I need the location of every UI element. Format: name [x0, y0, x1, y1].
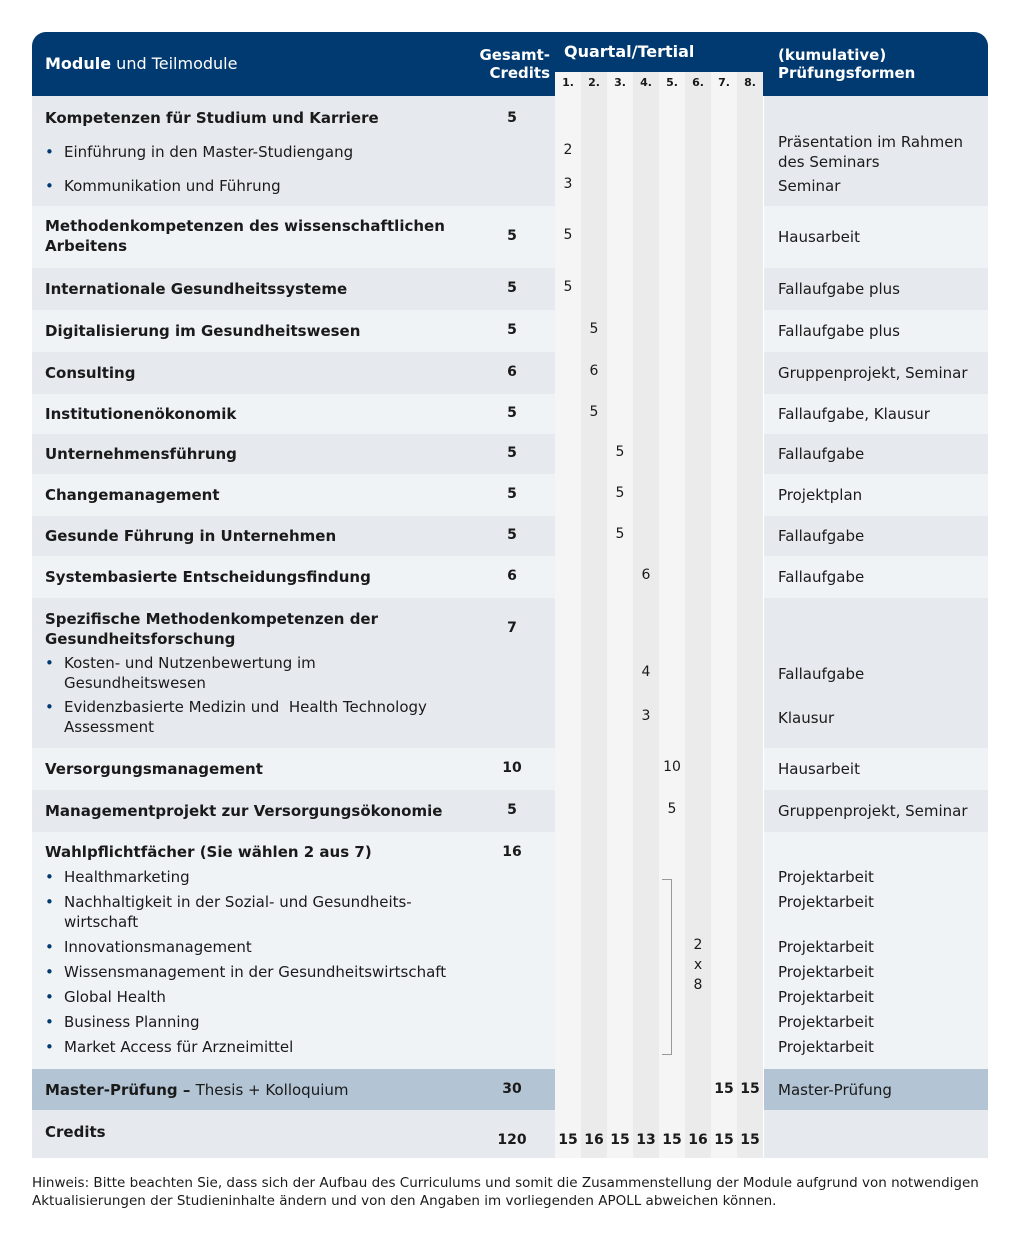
exam-form: Projektarbeit — [778, 868, 874, 886]
module-row — [32, 310, 988, 352]
quarter-total: 15 — [662, 1132, 682, 1148]
exam-form: Gruppenprojekt, Seminar — [778, 364, 968, 382]
quarter-total: 16 — [688, 1132, 708, 1148]
module-row — [32, 352, 988, 394]
bullet-icon: • — [45, 963, 54, 981]
submodule-label: Business Planning — [64, 1013, 200, 1031]
bullet-icon: • — [45, 143, 54, 161]
exam-form: Projektplan — [778, 486, 863, 504]
exam-form: Fallaufgabe plus — [778, 280, 900, 298]
module-credits: 6 — [507, 364, 517, 380]
quarter-value: 4 — [641, 664, 651, 680]
submodule-label: Kosten- und Nutzenbewertung im Gesundheitswesen — [64, 654, 316, 692]
quarter-value: 5 — [589, 404, 599, 420]
quarter-value: 5 — [563, 279, 573, 295]
module-credits: 5 — [507, 486, 517, 502]
master-credits: 30 — [502, 1081, 522, 1097]
exam-form: Hausarbeit — [778, 228, 860, 246]
module-credits: 5 — [507, 405, 517, 421]
module-credits: 16 — [502, 844, 522, 860]
module-row — [32, 474, 988, 516]
quarter-value: 6 — [589, 363, 599, 379]
quarter-value: 5 — [667, 801, 677, 817]
module-row — [32, 268, 988, 310]
header-module-label: Module und Teilmodule — [45, 54, 238, 73]
quarter-4: 4. — [640, 76, 652, 89]
quarter-value: 3 — [563, 176, 573, 192]
submodule-label: Einführung in den Master-Studiengang — [64, 143, 354, 161]
exam-form: Fallaufgabe — [778, 445, 865, 463]
quarter-5: 5. — [666, 76, 678, 89]
module-title: Consulting — [45, 364, 136, 382]
quarter-columns — [555, 72, 764, 1158]
exam-form: Fallaufgabe plus — [778, 322, 900, 340]
quarter-value: 3 — [641, 708, 651, 724]
exam-form: Projektarbeit — [778, 1038, 874, 1056]
module-row — [32, 790, 988, 832]
submodule-label: Global Health — [64, 988, 166, 1006]
submodule-label: Nachhaltigkeit in der Sozial- und Gesundheits-wirtschaft — [64, 893, 412, 931]
quarter-value: 2 — [563, 142, 573, 158]
submodule-label: Healthmarketing — [64, 868, 190, 886]
submodule-label: Innovationsmanagement — [64, 938, 252, 956]
quarter-value: 5 — [615, 485, 625, 501]
module-title: Kompetenzen für Studium und Karriere — [45, 109, 379, 127]
submodule-label: Evidenzbasierte Medizin und Health Technology Assessment — [64, 698, 432, 736]
module-title: Gesunde Führung in Unternehmen — [45, 527, 337, 545]
module-row — [32, 394, 988, 434]
quarter-total: 15 — [558, 1132, 578, 1148]
module-credits: 5 — [507, 110, 517, 126]
module-title: Versorgungsmanagement — [45, 760, 263, 778]
quarter-8: 8. — [744, 76, 756, 89]
header-exam-label: (kumulative) Prüfungsformen — [778, 46, 916, 82]
elective-quarter-value: 2 x 8 — [693, 937, 703, 993]
quarter-3: 3. — [614, 76, 626, 89]
module-title: Institutionenökonomik — [45, 405, 237, 423]
quarter-total: 15 — [714, 1132, 734, 1148]
quarter-total: 15 — [740, 1132, 760, 1148]
module-row — [32, 556, 988, 598]
exam-form: Projektarbeit — [778, 963, 874, 981]
total-credits: 120 — [497, 1132, 527, 1148]
quarter-value: 6 — [641, 567, 651, 583]
module-row — [32, 598, 988, 748]
exam-form: Fallaufgabe — [778, 665, 865, 683]
module-title: Digitalisierung im Gesundheitswesen — [45, 322, 361, 340]
bullet-icon: • — [45, 654, 54, 672]
module-credits: 5 — [507, 445, 517, 461]
header-credits-label: Gesamt- Credits — [479, 46, 550, 82]
quarter-total: 13 — [636, 1132, 656, 1148]
bullet-icon: • — [45, 988, 54, 1006]
totals-label: Credits — [45, 1123, 106, 1141]
bullet-icon: • — [45, 1038, 54, 1056]
module-title: Internationale Gesundheitssysteme — [45, 280, 348, 298]
quarter-total: 15 — [610, 1132, 630, 1148]
submodule-label: Market Access für Arzneimittel — [64, 1038, 294, 1056]
quarter-value: 15 — [740, 1081, 760, 1097]
bullet-icon: • — [45, 698, 54, 716]
exam-form: Präsentation im Rahmen des Seminars — [778, 133, 963, 171]
module-row — [32, 748, 988, 790]
master-row — [32, 1069, 988, 1110]
curriculum-table — [32, 32, 988, 1158]
exam-form: Klausur — [778, 709, 835, 727]
exam-form: Projektarbeit — [778, 1013, 874, 1031]
module-title: Spezifische Methodenkompetenzen der Gesundheitsforschung — [45, 610, 378, 648]
module-credits: 5 — [507, 322, 517, 338]
module-credits: 5 — [507, 802, 517, 818]
module-credits: 5 — [507, 527, 517, 543]
bullet-icon: • — [45, 938, 54, 956]
module-row — [32, 206, 988, 268]
bullet-icon: • — [45, 1013, 54, 1031]
module-row — [32, 96, 988, 206]
totals-row — [32, 1110, 988, 1158]
quarter-numbers — [555, 72, 764, 96]
exam-form: Fallaufgabe — [778, 568, 865, 586]
exam-form: Hausarbeit — [778, 760, 860, 778]
quarter-value: 5 — [615, 526, 625, 542]
module-credits: 10 — [502, 760, 522, 776]
bullet-icon: • — [45, 893, 54, 911]
submodule-label: Wissensmanagement in der Gesundheitswirtschaft — [64, 963, 447, 981]
exam-form: Projektarbeit — [778, 988, 874, 1006]
quarter-value: 5 — [563, 227, 573, 243]
quarter-2: 2. — [588, 76, 600, 89]
submodule-label: Kommunikation und Führung — [64, 177, 281, 195]
quarter-value: 5 — [589, 321, 599, 337]
master-title: Master-Prüfung – Thesis + Kolloquium — [45, 1081, 349, 1099]
quarter-total: 16 — [584, 1132, 604, 1148]
quarter-value: 15 — [714, 1081, 734, 1097]
module-title: Unternehmensführung — [45, 445, 237, 463]
exam-form: Seminar — [778, 177, 841, 195]
module-credits: 6 — [507, 568, 517, 584]
exam-form: Projektarbeit — [778, 893, 874, 911]
exam-form: Fallaufgabe, Klausur — [778, 405, 930, 423]
module-row — [32, 434, 988, 474]
module-title: Changemanagement — [45, 486, 220, 504]
quarter-value: 5 — [615, 444, 625, 460]
bullet-icon: • — [45, 177, 54, 195]
quarter-1: 1. — [562, 76, 574, 89]
exam-form: Projektarbeit — [778, 938, 874, 956]
exam-form: Gruppenprojekt, Seminar — [778, 802, 968, 820]
exam-form: Fallaufgabe — [778, 527, 865, 545]
quarter-6: 6. — [692, 76, 704, 89]
footnote: Hinweis: Bitte beachten Sie, dass sich der Aufbau des Curriculums und somit die Zusammenstellung der Module aufgrund von notwendigen Aktualisierungen der Studieninhalte ändern und von den Angaben im vorliegenden APOLL abweichen können. — [32, 1175, 979, 1209]
quarter-value: 10 — [663, 759, 681, 775]
table-header — [32, 32, 988, 96]
module-credits: 5 — [507, 228, 517, 244]
bullet-icon: • — [45, 868, 54, 886]
module-credits: 7 — [507, 620, 517, 636]
exam-form: Master-Prüfung — [778, 1081, 892, 1099]
module-title: Managementprojekt zur Versorgungsökonomie — [45, 802, 443, 820]
module-row — [32, 832, 988, 1069]
module-title: Methodenkompetenzen des wissenschaftlichen Arbeitens — [45, 217, 445, 255]
module-title: Systembasierte Entscheidungsfindung — [45, 568, 371, 586]
bracket-icon — [662, 879, 672, 1055]
module-credits: 5 — [507, 280, 517, 296]
header-quarter-title: Quartal/Tertial — [564, 42, 695, 61]
module-title: Wahlpflichtfächer (Sie wählen 2 aus 7) — [45, 843, 372, 861]
module-row — [32, 516, 988, 556]
quarter-7: 7. — [718, 76, 730, 89]
